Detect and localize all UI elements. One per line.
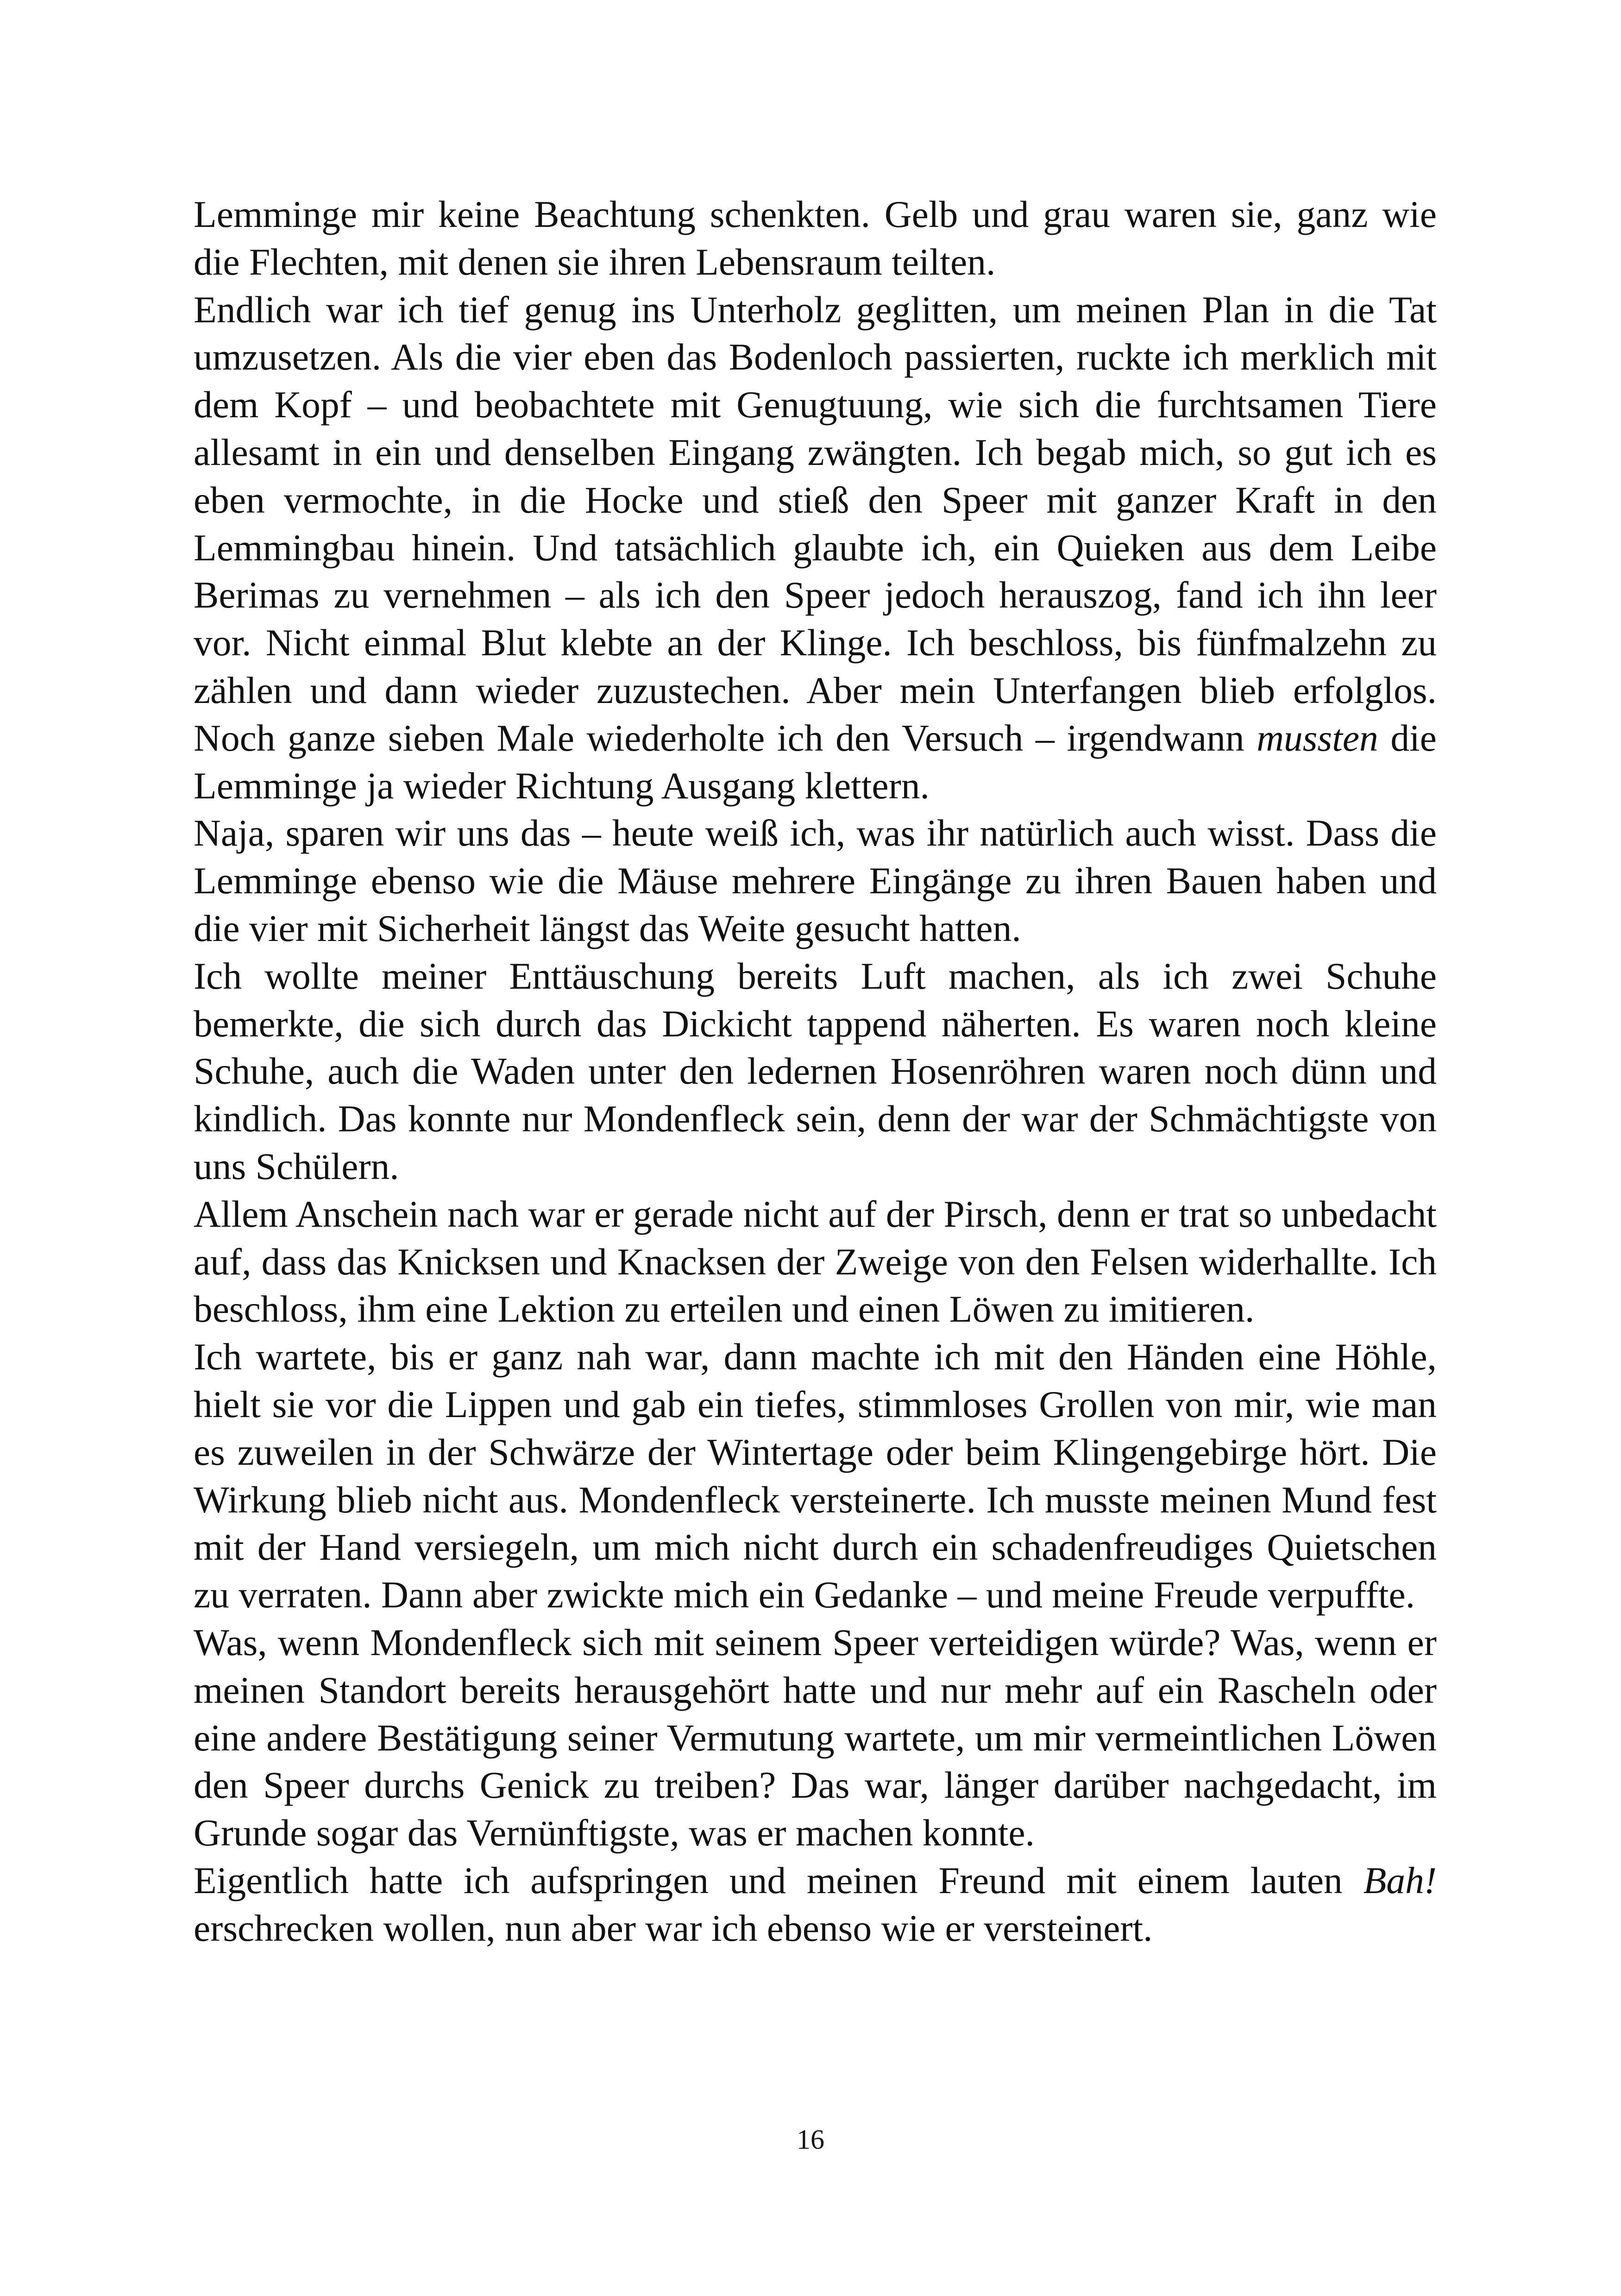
paragraph-text: Lemminge mir keine Beachtung schenkten. Gelb und grau waren sie, ganz wie die Flechten, mit denen sie ihren Lebensraum teilten. <box>194 193 1437 283</box>
paragraph <box>194 1333 1437 1619</box>
paragraph-text: erschrecken wollen, nun aber war ich ebenso wie er versteinert. <box>194 1907 1153 1949</box>
paragraph <box>194 953 1437 1191</box>
paragraph-text: Was, wenn Mondenfleck sich mit seinem Speer verteidigen würde? Was, wenn er meinen Standort bereits herausgehört hatte und nur mehr auf ein Rascheln oder eine andere Bestätigung seiner Vermutung wartete, um mir vermeintlichen Löwen den Speer durchs Genick zu treiben? Das war, länger darüber nachgedacht, im Grunde sogar das Vernünftigste, was er machen konnte. <box>194 1621 1437 1854</box>
page-number: 16 <box>797 2124 824 2155</box>
paragraph-text: Ich wartete, bis er ganz nah war, dann machte ich mit den Händen eine Höhle, hielt sie vor die Lippen und gab ein tiefes, stimmloses Grollen von mir, wie man es zuweilen in der Schwärze der Wintertage oder beim Klingengebirge hört. Die Wirkung blieb nicht aus. Mondenfleck versteinerte. Ich musste meinen Mund fest mit der Hand versiegeln, um mich nicht durch ein schadenfreudiges Quietschen zu verraten. Dann aber zwickte mich ein Gedanke – und meine Freude verpuffte. <box>194 1336 1437 1616</box>
paragraph-text: Allem Anschein nach war er gerade nicht auf der Pirsch, denn er trat so unbedacht auf, dass das Knicksen und Knacksen der Zweige von den Felsen widerhallte. Ich beschloss, ihm eine Lektion zu erteilen und einen Löwen zu imitieren. <box>194 1192 1437 1330</box>
emphasis-text: Bah! <box>1363 1859 1437 1901</box>
paragraph-text: Naja, sparen wir uns das – heute weiß ich, was ihr natürlich auch wisst. Dass die Lemminge ebenso wie die Mäuse mehrere Eingänge zu ihren Bauen haben und die vier mit Sicherheit längst das Weite gesucht hatten. <box>194 812 1437 949</box>
paragraph-text: Eigentlich hatte ich aufspringen und meinen Freund mit einem lauten <box>194 1859 1363 1901</box>
paragraph-text: Endlich war ich tief genug ins Unterholz geglitten, um meinen Plan in die Tat umzusetzen. Als die vier eben das Bodenloch passierten, ruckte ich merklich mit dem Kopf – und beobachtete mit Genugtuung, wie sich die furchtsamen Tiere allesamt in ein und denselben Eingang zwängten. Ich begab mich, so gut ich es eben vermochte, in die Hocke und stieß den Speer mit ganzer Kraft in den Lemmingbau hinein. Und tatsächlich glaubte ich, ein Quieken aus dem Leibe Berimas zu vernehmen – als ich den Speer jedoch herauszog, fand ich ihn leer vor. Nicht einmal Blut klebte an der Klinge. Ich beschloss, bis fünfmalzehn zu zählen und dann wieder zuzustechen. Aber mein Unterfangen blieb erfolglos. Noch ganze sieben Male wiederholte ich den Versuch – irgendwann <box>194 288 1437 759</box>
body-text <box>194 191 1437 1952</box>
emphasis-text: mussten <box>1257 716 1378 759</box>
paragraph <box>194 1857 1437 1952</box>
paragraph-text: die Lemminge ja wieder Richtung Ausgang klettern. <box>194 716 1437 807</box>
paragraph <box>194 1619 1437 1857</box>
paragraph <box>194 191 1437 286</box>
paragraph <box>194 1191 1437 1333</box>
paragraph <box>194 809 1437 952</box>
paragraph <box>194 286 1437 810</box>
paragraph-text: Ich wollte meiner Enttäuschung bereits Luft machen, als ich zwei Schuhe bemerkte, die sich durch das Dickicht tappend näherten. Es waren noch kleine Schuhe, auch die Waden unter den ledernen Hosenröhren waren noch dünn und kindlich. Das konnte nur Mondenfleck sein, denn der war der Schmächtigste von uns Schülern. <box>194 954 1437 1187</box>
